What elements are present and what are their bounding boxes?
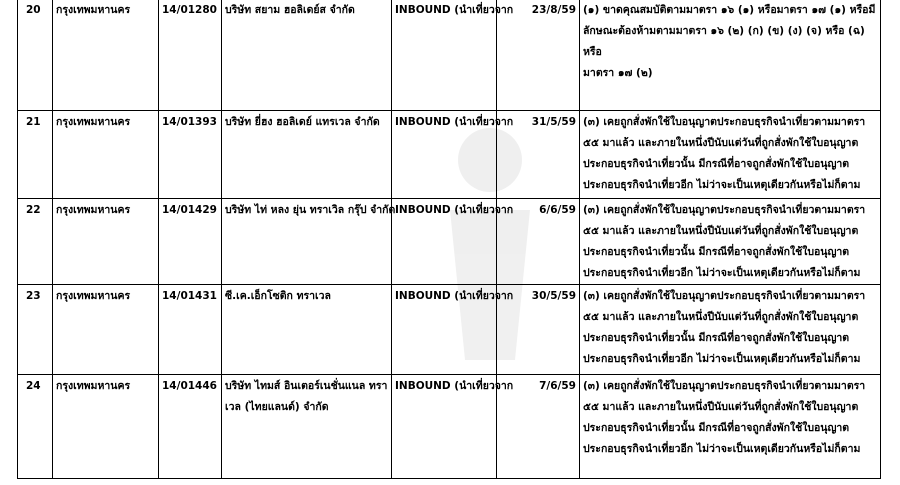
reason-line: ประกอบธุรกิจนำเที่ยวอีก ไม่ว่าจะเป็นเหตุเดียวกันหรือไม่ก็ตาม [583, 179, 861, 191]
table-row [18, 375, 881, 479]
license-number-cell: 14/01393 [159, 111, 222, 199]
reason-cell [580, 199, 881, 285]
company-name-cell: ซี.เค.เอ็กโซติก ทราเวล [222, 285, 392, 375]
company-name-line: เวล (ไทยแลนด์) จำกัด [225, 401, 329, 413]
reason-line: (๓) เคยถูกสั่งพักใช้ใบอนุญาตประกอบธุรกิจนำเที่ยวตามมาตรา [583, 116, 866, 128]
reason-line: (๓) เคยถูกสั่งพักใช้ใบอนุญาตประกอบธุรกิจนำเที่ยวตามมาตรา [583, 204, 866, 216]
reason-line: มาตรา ๑๗ (๒) [583, 67, 653, 79]
table-row [18, 0, 881, 111]
province-cell: กรุงเทพมหานคร [53, 111, 159, 199]
reason-line: ประกอบธุรกิจนำเที่ยวนั้น มีกรณีที่อาจถูกสั่งพักใช้ใบอนุญาต [583, 246, 850, 258]
date-cell: 31/5/59 [497, 111, 580, 199]
row-number: 24 [18, 375, 53, 479]
business-type-cell: INBOUND (นำเที่ยวจาก [392, 375, 497, 479]
reason-cell [580, 111, 881, 199]
company-name-cell: บริษัท ไท่ หลง ยุ่น ทราเวิล กรุ๊ป จำกัด [222, 199, 392, 285]
date-cell: 23/8/59 [497, 0, 580, 111]
reason-line: ประกอบธุรกิจนำเที่ยวอีก ไม่ว่าจะเป็นเหตุเดียวกันหรือไม่ก็ตาม [583, 267, 861, 279]
province-cell: กรุงเทพมหานคร [53, 375, 159, 479]
reason-line: ประกอบธุรกิจนำเที่ยวอีก ไม่ว่าจะเป็นเหตุเดียวกันหรือไม่ก็ตาม [583, 353, 861, 365]
company-name-cell [222, 375, 392, 479]
business-type-cell: INBOUND (นำเที่ยวจาก [392, 285, 497, 375]
reason-cell [580, 375, 881, 479]
reason-line: ๕๕ มาแล้ว และภายในหนึ่งปีนับแต่วันที่ถูกสั่งพักใช้ใบอนุญาต [583, 225, 859, 237]
table-row [18, 111, 881, 199]
license-revocation-table [17, 0, 881, 479]
date-cell: 6/6/59 [497, 199, 580, 285]
row-number: 23 [18, 285, 53, 375]
company-name-cell: บริษัท ยี่ฮง ฮอลิเดย์ แทรเวล จำกัด [222, 111, 392, 199]
business-type-cell: INBOUND (นำเที่ยวจาก [392, 199, 497, 285]
province-cell: กรุงเทพมหานคร [53, 199, 159, 285]
reason-cell [580, 285, 881, 375]
reason-line: ประกอบธุรกิจนำเที่ยวนั้น มีกรณีที่อาจถูกสั่งพักใช้ใบอนุญาต [583, 422, 850, 434]
license-number-cell: 14/01446 [159, 375, 222, 479]
business-type-cell: INBOUND (นำเที่ยวจาก [392, 111, 497, 199]
province-cell: กรุงเทพมหานคร [53, 0, 159, 111]
row-number: 22 [18, 199, 53, 285]
reason-line: ประกอบธุรกิจนำเที่ยวนั้น มีกรณีที่อาจถูกสั่งพักใช้ใบอนุญาต [583, 158, 850, 170]
business-type-cell: INBOUND (นำเที่ยวจาก [392, 0, 497, 111]
reason-line: ๕๕ มาแล้ว และภายในหนึ่งปีนับแต่วันที่ถูกสั่งพักใช้ใบอนุญาต [583, 137, 859, 149]
row-number: 20 [18, 0, 53, 111]
row-number: 21 [18, 111, 53, 199]
reason-line: (๓) เคยถูกสั่งพักใช้ใบอนุญาตประกอบธุรกิจนำเที่ยวตามมาตรา [583, 290, 866, 302]
date-cell: 30/5/59 [497, 285, 580, 375]
reason-line: ลักษณะต้องห้ามตามมาตรา ๑๖ (๒) (ก) (ข) (ง) (จ) หรือ (ฉ) หรือ [583, 25, 865, 58]
reason-cell [580, 0, 881, 111]
reason-line: (๑) ขาดคุณสมบัติตามมาตรา ๑๖ (๑) หรือมาตรา ๑๗ (๑) หรือมี [583, 4, 876, 16]
province-cell: กรุงเทพมหานคร [53, 285, 159, 375]
table-row [18, 199, 881, 285]
license-number-cell: 14/01429 [159, 199, 222, 285]
reason-line: ประกอบธุรกิจนำเที่ยวนั้น มีกรณีที่อาจถูกสั่งพักใช้ใบอนุญาต [583, 332, 850, 344]
reason-line: ประกอบธุรกิจนำเที่ยวอีก ไม่ว่าจะเป็นเหตุเดียวกันหรือไม่ก็ตาม [583, 443, 861, 455]
date-cell: 7/6/59 [497, 375, 580, 479]
reason-line: (๓) เคยถูกสั่งพักใช้ใบอนุญาตประกอบธุรกิจนำเที่ยวตามมาตรา [583, 380, 866, 392]
reason-line: ๕๕ มาแล้ว และภายในหนึ่งปีนับแต่วันที่ถูกสั่งพักใช้ใบอนุญาต [583, 311, 859, 323]
company-name-line: บริษัท ไทมส์ อินเตอร์เนชั่นแนล ทรา [225, 380, 388, 392]
license-number-cell: 14/01431 [159, 285, 222, 375]
company-name-cell: บริษัท สยาม ฮอลิเดย์ส จำกัด [222, 0, 392, 111]
reason-line: ๕๕ มาแล้ว และภายในหนึ่งปีนับแต่วันที่ถูกสั่งพักใช้ใบอนุญาต [583, 401, 859, 413]
table-row [18, 285, 881, 375]
license-number-cell: 14/01280 [159, 0, 222, 111]
